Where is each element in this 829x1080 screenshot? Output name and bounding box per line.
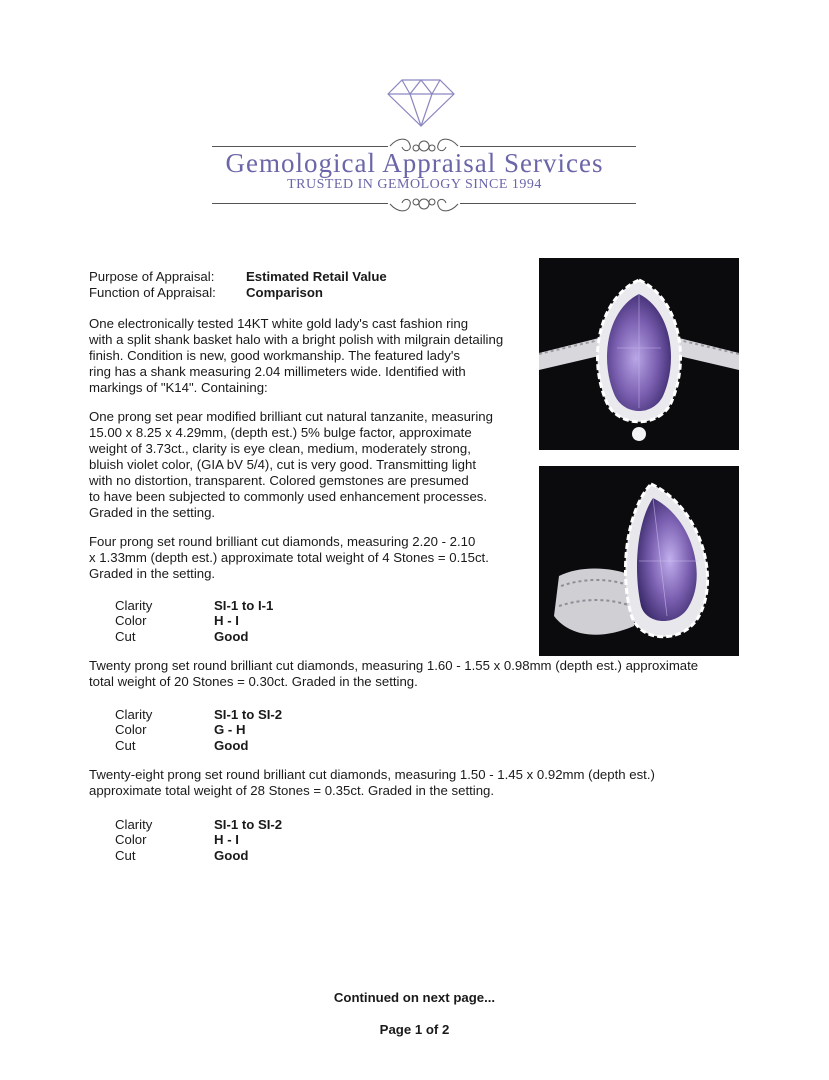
text-line: x 1.33mm (depth est.) approximate total weight of 4 Stones = 0.15ct. bbox=[89, 550, 489, 565]
text-line: Four prong set round brilliant cut diamonds, measuring 2.20 - 2.10 bbox=[89, 534, 476, 549]
text-line: 15.00 x 8.25 x 4.29mm, (depth est.) 5% bulge factor, approximate bbox=[89, 425, 472, 440]
grade-value-cut: Good bbox=[214, 629, 249, 644]
ring-top-view-image bbox=[539, 258, 739, 450]
grade-label-color: Color bbox=[115, 613, 147, 628]
text-line: bluish violet color, (GIA bV 5/4), cut is very good. Transmitting light bbox=[89, 457, 477, 472]
grade-label-color: Color bbox=[115, 832, 147, 847]
grade-value-cut: Good bbox=[214, 848, 249, 863]
text-line: Graded in the setting. bbox=[89, 505, 216, 520]
purpose-value: Estimated Retail Value bbox=[246, 269, 387, 284]
text-line: total weight of 20 Stones = 0.30ct. Graded in the setting. bbox=[89, 674, 418, 689]
grade-value-cut: Good bbox=[214, 738, 249, 753]
header-rule-top-right bbox=[460, 146, 636, 147]
text-line: Twenty prong set round brilliant cut diamonds, measuring 1.60 - 1.55 x 0.98mm (depth est.) approximate bbox=[89, 658, 699, 673]
center-stone-description bbox=[89, 409, 529, 521]
text-line: markings of "K14". Containing: bbox=[89, 380, 268, 395]
ring-photo-top-view bbox=[539, 258, 739, 450]
diamond-logo-icon bbox=[380, 78, 462, 128]
ring-photo-angle-view bbox=[539, 466, 739, 656]
header-rule-bottom-left bbox=[212, 203, 388, 204]
page-number: Page 1 of 2 bbox=[379, 1022, 450, 1037]
grade-label-clarity: Clarity bbox=[115, 598, 153, 613]
diamond-group-3-description bbox=[89, 767, 789, 799]
diamond-group-2-description bbox=[89, 658, 789, 690]
company-tagline: TRUSTED IN GEMOLOGY SINCE 1994 bbox=[287, 177, 542, 192]
ring-description bbox=[89, 316, 529, 396]
text-line: Graded in the setting. bbox=[89, 566, 216, 581]
ornament-bottom-icon bbox=[388, 193, 460, 215]
function-label: Function of Appraisal: bbox=[89, 285, 216, 300]
header-rule-bottom-right bbox=[460, 203, 636, 204]
header-rule-top-left bbox=[212, 146, 388, 147]
grade-label-cut: Cut bbox=[115, 848, 136, 863]
text-line: weight of 3.73ct., clarity is eye clean, medium, moderately strong, bbox=[89, 441, 471, 456]
text-line: Twenty-eight prong set round brilliant cut diamonds, measuring 1.50 - 1.45 x 0.92mm (depth est.) bbox=[89, 767, 655, 782]
text-line: One prong set pear modified brilliant cut natural tanzanite, measuring bbox=[89, 409, 493, 424]
grade-label-clarity: Clarity bbox=[115, 817, 153, 832]
continued-note: Continued on next page... bbox=[333, 990, 496, 1005]
text-line: with no distortion, transparent. Colored gemstones are presumed bbox=[89, 473, 469, 488]
text-line: ring has a shank measuring 2.04 millimeters wide. Identified with bbox=[89, 364, 466, 379]
text-line: finish. Condition is new, good workmanship. The featured lady's bbox=[89, 348, 461, 363]
grade-label-cut: Cut bbox=[115, 629, 136, 644]
grade-value-clarity: SI-1 to SI-2 bbox=[214, 817, 283, 832]
purpose-label: Purpose of Appraisal: bbox=[89, 269, 215, 284]
grade-label-cut: Cut bbox=[115, 738, 136, 753]
text-line: to have been subjected to commonly used enhancement processes. bbox=[89, 489, 488, 504]
text-line: One electronically tested 14KT white gold lady's cast fashion ring bbox=[89, 316, 469, 331]
grade-label-clarity: Clarity bbox=[115, 707, 153, 722]
diamond-group-1-description bbox=[89, 534, 529, 582]
grade-label-color: Color bbox=[115, 722, 147, 737]
text-line: with a split shank basket halo with a bright polish with milgrain detailing bbox=[89, 332, 504, 347]
grade-value-clarity: SI-1 to SI-2 bbox=[214, 707, 283, 722]
text-line: approximate total weight of 28 Stones = 0.35ct. Graded in the setting. bbox=[89, 783, 495, 798]
grade-value-color: G - H bbox=[214, 722, 246, 737]
company-name: Gemological Appraisal Services bbox=[225, 148, 604, 178]
grade-value-clarity: SI-1 to I-1 bbox=[214, 598, 274, 613]
grade-value-color: H - I bbox=[214, 613, 239, 628]
function-value: Comparison bbox=[246, 285, 323, 300]
grade-value-color: H - I bbox=[214, 832, 239, 847]
ring-angle-view-image bbox=[539, 466, 739, 656]
